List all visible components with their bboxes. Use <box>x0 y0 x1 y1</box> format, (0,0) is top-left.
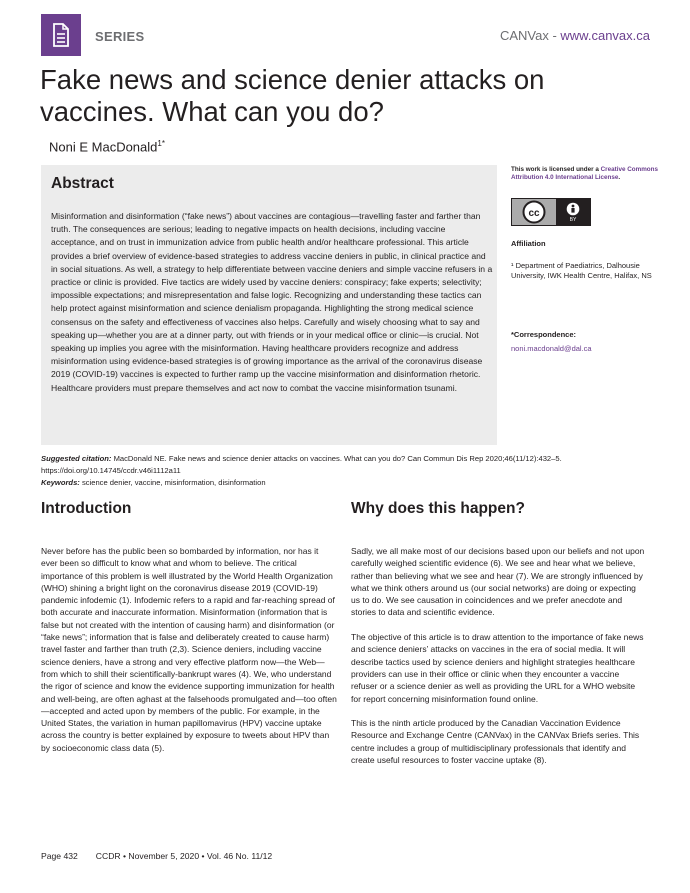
correspondence-email-link[interactable]: noni.macdonald@dal.ca <box>511 344 592 353</box>
cc-by-badge[interactable] <box>511 198 591 226</box>
suggested-citation-text: MacDonald NE. Fake news and science denier attacks on vaccines. What can you do? Can Commun Dis Rep 2020;46(11/12):432–5. https://doi.org/10.14745/ccdr.v46i1112a11 <box>41 454 562 475</box>
canvax-name: CANVax - <box>499 28 561 43</box>
abstract-text: Misinformation and disinformation (“fake news”) about vaccines are contagious—travelling faster and farther than truth. The consequences are serious; leading to negative impacts on health decisions, including vaccine acceptance, and on trust in immunization advice from public health and/or healthcare professional. This article provides a brief overview of evidence-based strategies to address vaccine deniers in public, in clinical practice and in social situations. As well, a strategy to help differentiate between vaccine deniers and simple vaccine refusers in a practice or clinic is provided. Five tactics are widely used by vaccine deniers: conspiracy; fake experts; selectivity; impossible expectations; and misrepresentation and false logic. Recognizing and understanding these tactics can help protect against misinformation and science denialism propaganda. Highlighting the strong medical science consensus on the safety and effectiveness of vaccines also helps. Carefully and wisely choosing what to say and speaking up—whether you are at a dinner party, out with friends or in your medical office or clinic—is crucial. Not speaking up implies you agree with the misinformation. Having healthcare providers recognize and address misinformation using evidence-based strategies is of growing importance as the arrival of the coronavirus disease 2019 (COVID-19) vaccines is expected to further ramp up the vaccine misinformation and disinformation rhetoric. Healthcare providers must prepare themselves and act now to combat the vaccine misinformation tsunami. <box>51 211 493 393</box>
abstract-heading: Abstract <box>51 175 114 192</box>
author-line <box>49 139 165 154</box>
citation-block <box>41 453 661 489</box>
suggested-citation-label: Suggested citation: <box>41 454 112 463</box>
why-paragraph-3: This is the ninth article produced by the Canadian Vaccination Evidence Resource and Exchange Centre (CANVax) in the CANVax Briefs series. This centre includes a group of multidisciplinary professionals that identify and create useful resources to foster vaccine uptake (8). <box>351 718 640 766</box>
license-prefix: This work is licensed under a <box>511 166 601 173</box>
correspondence-heading: *Correspondence: <box>511 330 577 339</box>
license-suffix: . <box>618 174 621 181</box>
page-number: Page 432 <box>41 851 78 861</box>
series-label: SERIES <box>95 29 145 44</box>
author-marks: 1* <box>157 139 165 148</box>
keywords-label: Keywords: <box>41 478 80 487</box>
person-icon <box>566 202 580 216</box>
why-body <box>351 545 647 779</box>
affiliation-text: ¹ Department of Paediatrics, Dalhousie University, IWK Health Centre, Halifax, NS <box>511 261 652 280</box>
cc-logo-text: cc <box>528 208 540 219</box>
suggested-citation <box>41 453 661 477</box>
affiliation-heading: Affiliation <box>511 239 546 248</box>
why-paragraph-2: The objective of this article is to draw attention to the importance of fake news and science deniers’ attacks on vaccines in the era of social media. It will describe tactics used by science deniers and highlight strategies healthcare providers can use in their office or clinic when they encounter a vaccine refuser or a science denier as well as providing the URL for a WHO website for report concerning misinformation found online. <box>351 632 644 704</box>
license-notice <box>511 166 661 182</box>
cc-by-label: BY <box>569 216 577 223</box>
article-title: Fake news and science denier attacks on vaccines. What can you do? <box>40 64 545 127</box>
series-badge <box>41 14 81 56</box>
license-link[interactable]: Creative Commons Attribution 4.0 International License <box>511 166 658 181</box>
keywords <box>41 477 661 489</box>
cc-logo <box>512 199 556 225</box>
why-paragraph-1: Sadly, we all make most of our decisions based upon our beliefs and not upon carefully weighed scientific evidence (6). We see and hear what we believe, rather than believing what we see and hear (7). We are strongly influenced by what we think others around us (our social networks) are doing or expecting us to do. We see causation in coincidences and we prefer anecdote and stories to data and scientific evidence. <box>351 546 645 618</box>
author-name: Noni E MacDonald <box>49 139 158 155</box>
keywords-text: science denier, vaccine, misinformation, disinformation <box>79 478 266 487</box>
canvax-url-link[interactable]: www.canvax.ca <box>560 28 650 43</box>
page-footer <box>41 851 290 861</box>
document-icon <box>51 23 71 47</box>
abstract-box <box>41 165 497 445</box>
cc-circle-icon <box>522 200 546 224</box>
introduction-paragraph: Never before has the public been so bombarded by information, nor has it ever been so difficult to know what and whom to believe. The critical importance of this problem is well illustrated by the World Health Organization (WHO) shining a bright light on the coronavirus disease 2019 (COVID-19) pandemic infodemic (1). Infodemic refers to a rapid and far-reaching spread of both accurate and inaccurate information. Misinformation (information that is false but not created with the intention of causing harm) and disinformation (or “fake news”; information that is false and deliberately created to cause harm) travel faster and farther than truth (2,3). Science deniers, including vaccine science deniers, have a strong and very effective platform now—the Web—from which to shill their scientifically-bankrupt wares (4). We, who understand the rigor of science and know the evidence supporting immunization for health and well-being, are often aghast at the falsehoods promulgated and—too often—accepted and acted upon by members of the public. For example, in the United States, the variation in human papillomavirus (HPV) vaccine uptake across the country is better explained by exposure to tweets about HPV than by socioeconomic class data (5). <box>41 546 337 753</box>
canvax-header <box>500 28 650 43</box>
journal-info: CCDR • November 5, 2020 • Vol. 46 No. 11/12 <box>95 851 273 861</box>
why-heading: Why does this happen? <box>351 500 525 517</box>
introduction-body <box>41 545 337 766</box>
cc-by-panel <box>556 199 590 225</box>
introduction-heading: Introduction <box>41 500 132 517</box>
